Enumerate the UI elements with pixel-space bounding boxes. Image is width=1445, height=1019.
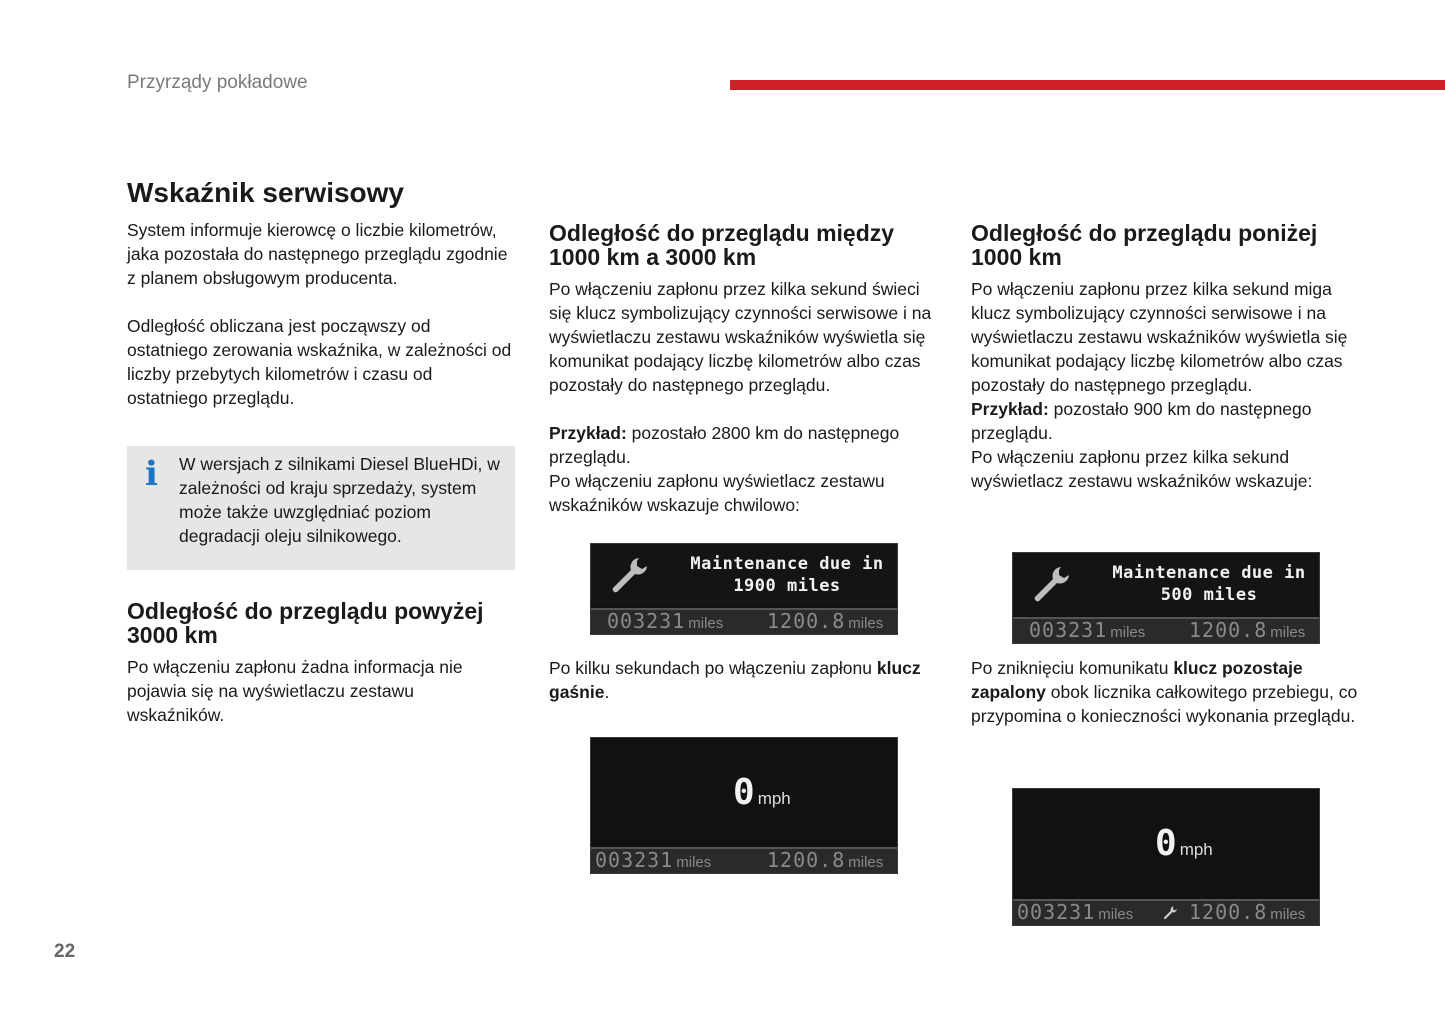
cluster-display-1900 <box>590 543 898 635</box>
page-number: 22 <box>54 941 76 962</box>
section-below-example: Przykład: pozostało 900 km do następnego przeglądu. <box>971 399 1312 443</box>
section-between-text2: Po włączeniu zapłonu wyświetlacz zestawu wskaźników wskazuje chwilowo: <box>549 471 885 515</box>
section-above-title: Odległość do przeglądu powyżej 3000 km <box>127 598 484 648</box>
wrench-small-icon <box>1161 904 1179 922</box>
header-red-bar <box>730 80 1445 90</box>
section-between-title: Odległość do przeglądu między 1000 km a 3000 km <box>549 220 895 270</box>
section-title: Przyrządy pokładowe <box>127 72 308 93</box>
intro-paragraph-2: Odległość obliczana jest począwszy od ostatniego zerowania wskaźnika, w zależności od liczby przebytych kilometrów i czasu od ostatniego przeglądu. <box>127 316 512 408</box>
wrench-icon <box>1027 561 1075 609</box>
section-between-after: Po kilku sekundach po włączeniu zapłonu klucz gaśnie. <box>549 658 921 702</box>
maintenance-message: Maintenance due in 500 miles <box>1112 563 1306 605</box>
section-below-text2: Po włączeniu zapłonu przez kilka sekund wyświetlacz zestawu wskaźników wskazuje: <box>971 447 1313 491</box>
section-between-example: Przykład: pozostało 2800 km do następnego przeglądu. <box>549 423 900 467</box>
odometer-readout: 003231 miles <box>595 848 712 872</box>
odometer-readout: 003231 miles <box>1017 900 1134 924</box>
info-icon: i <box>145 454 158 494</box>
section-above-text: Po włączeniu zapłonu żadna informacja nie pojawia się na wyświetlaczu zestawu wskaźników. <box>127 657 463 725</box>
odometer-readout: 003231 miles <box>1029 618 1146 642</box>
main-title: Wskaźnik serwisowy <box>127 177 405 208</box>
trip-readout: 1200.8 miles <box>1189 618 1306 642</box>
info-text: W wersjach z silnikami Diesel BlueHDi, w zależności od kraju sprzedaży, system może także uwzględniać poziom degradacji oleju silnikowego. <box>179 454 500 546</box>
speed-readout: 0 mph <box>1155 823 1213 864</box>
cluster-display-speed-2 <box>1012 788 1320 926</box>
cluster-display-speed-1 <box>590 737 898 874</box>
section-below-title: Odległość do przeglądu poniżej 1000 km <box>971 220 1318 270</box>
trip-readout: 1200.8 miles <box>767 609 884 633</box>
speed-readout: 0 mph <box>733 772 791 813</box>
wrench-icon <box>605 552 653 600</box>
trip-readout: 1200.8 miles <box>767 848 884 872</box>
section-between-text: Po włączeniu zapłonu przez kilka sekund świeci się klucz symbolizujący czynności serwisowe i na wyświetlaczu zestawu wskaźników wyświetla się komunikat podający liczbę kilometrów albo czas pozostały do następnego przeglądu. <box>549 279 932 395</box>
odometer-readout: 003231 miles <box>607 609 724 633</box>
maintenance-message: Maintenance due in 1900 miles <box>690 554 884 596</box>
cluster-display-500 <box>1012 552 1320 644</box>
intro-paragraph: System informuje kierowcę o liczbie kilometrów, jaka pozostała do następnego przeglądu zgodnie z planem obsługowym producenta. <box>127 220 508 288</box>
info-box <box>127 446 515 570</box>
trip-readout: 1200.8 miles <box>1189 900 1306 924</box>
section-below-text: Po włączeniu zapłonu przez kilka sekund miga klucz symbolizujący czynności serwisowe i na wyświetlaczu zestawu wskaźników wyświetla się komunikat podający liczbę kilometrów albo czas pozostały do następnego przeglądu. <box>971 279 1348 395</box>
section-below-after: Po zniknięciu komunikatu klucz pozostaje zapalony obok licznika całkowitego przebiegu, co przypomina o konieczności wykonania przeglądu. <box>971 658 1358 726</box>
